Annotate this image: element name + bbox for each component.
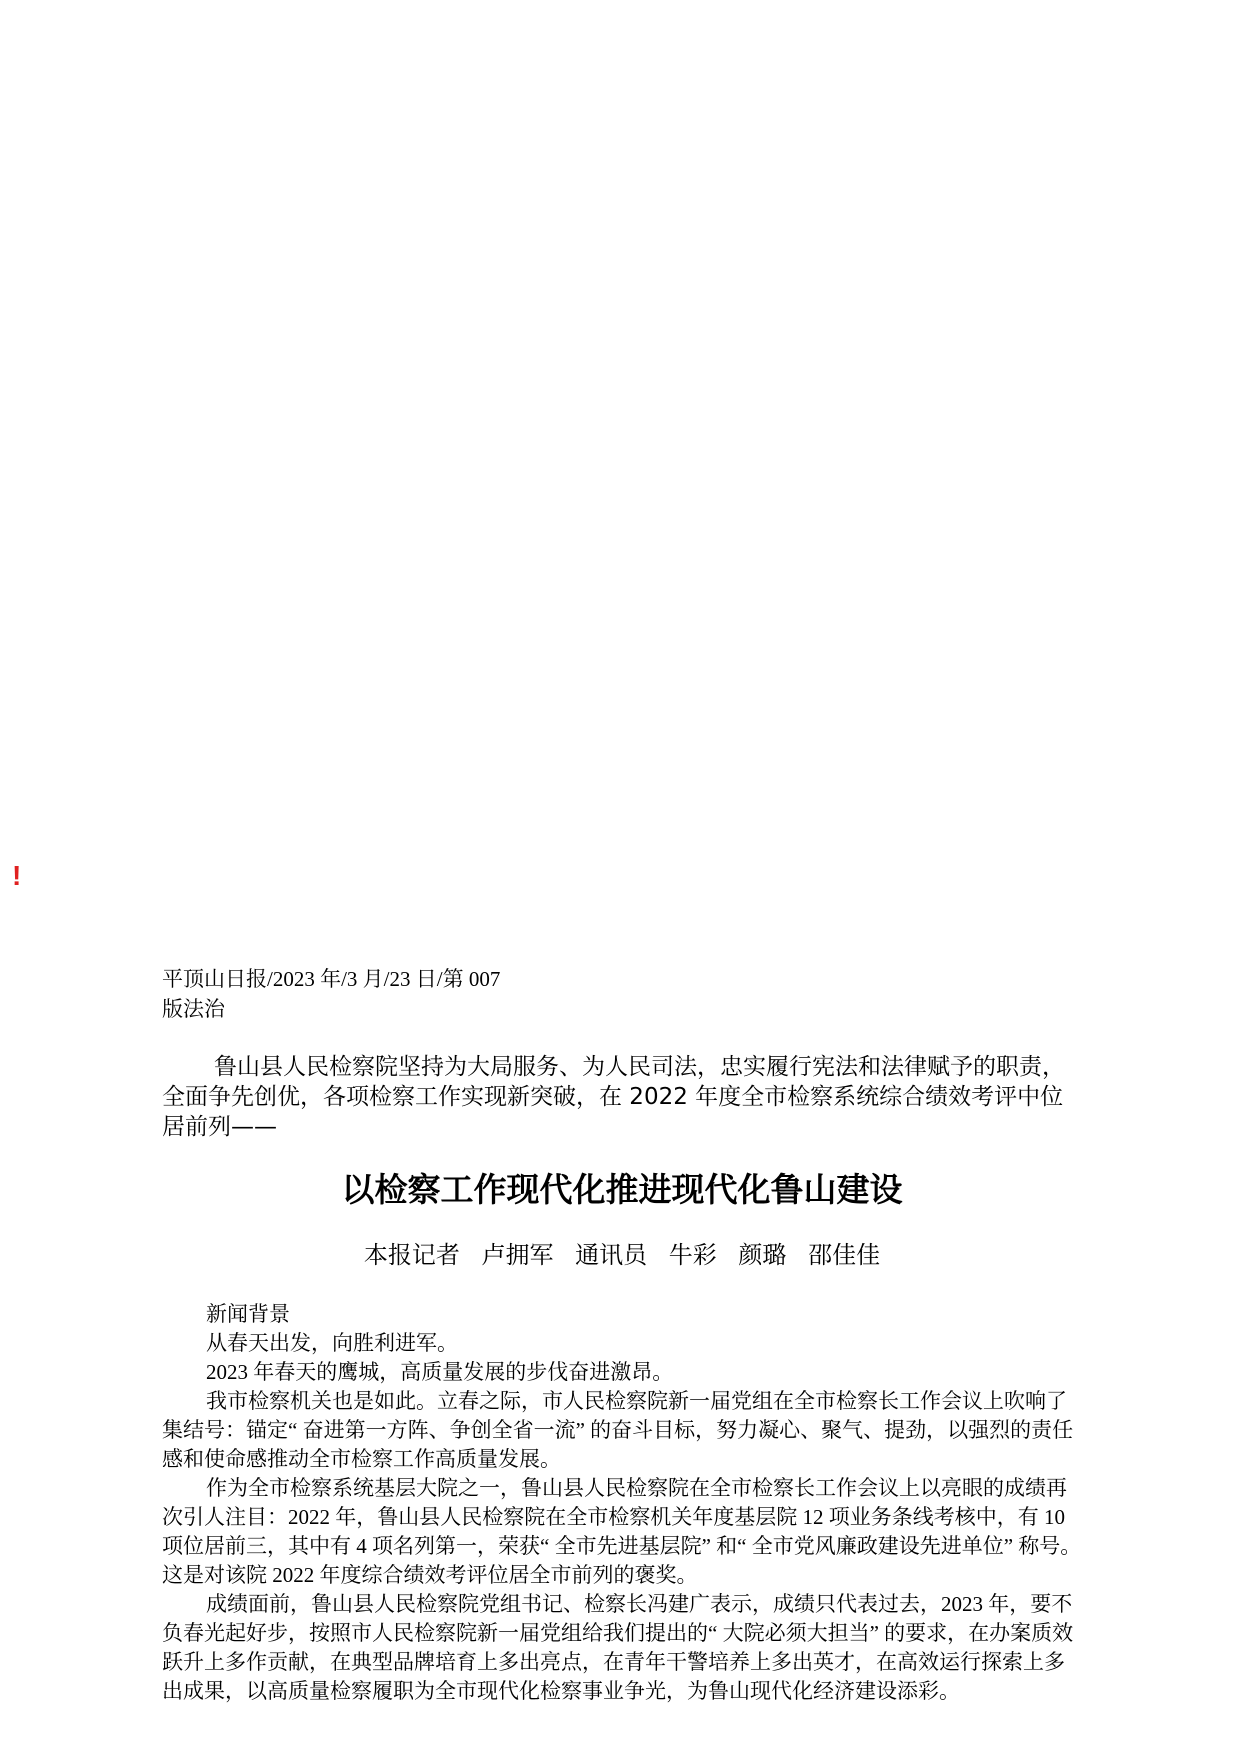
lead-paragraph: 鲁山县人民检察院坚持为大局服务、为人民司法，忠实履行宪法和法律赋予的职责，全面争先创优，各项检察工作实现新突破，在 2022 年度全市检察系统综合绩效考评中位居前列—— xyxy=(162,1054,1065,1140)
article-headline: 以检察工作现代化推进现代化鲁山建设 xyxy=(341,1170,903,1209)
body-paragraph: 从春天出发，向胜利进军。 xyxy=(206,1331,458,1355)
body-paragraph: 2023 年春天的鹰城，高质量发展的步伐奋进激昂。 xyxy=(206,1360,674,1384)
source-citation xyxy=(162,964,582,1024)
byline: 本报记者 卢拥军 通讯员 牛彩 颜璐 邵佳佳 xyxy=(363,1241,881,1269)
body-paragraph: 作为全市检察系统基层大院之一，鲁山县人民检察院在全市检察长工作会议上以亮眼的成绩再次引人注目：2022 年，鲁山县人民检察院在全市检察机关年度基层院 12 项业务条线考核中，有 10 项位居前三，其中有 4 项名列第一，荣获“ 全市先进基层院” 和“ 全市党风廉政建设先进单位” 称号。这是对该院 2022 年度综合绩效考评位居全市前列的褒奖。 xyxy=(162,1476,1082,1587)
red-exclamation-mark: ! xyxy=(12,860,22,891)
body-paragraph: 我市检察机关也是如此。立春之际，市人民检察院新一届党组在全市检察长工作会议上吹响了集结号：锚定“ 奋进第一方阵、争创全省一流” 的奋斗目标，努力凝心、聚气、提劲，以强烈的责任感和使命感推动全市检察工作高质量发展。 xyxy=(162,1389,1074,1471)
article-body xyxy=(162,1300,1082,1706)
source-line-1: 平顶山日报/2023 年/3 月/23 日/第 007 xyxy=(162,967,501,991)
source-line-2: 版法治 xyxy=(162,997,225,1021)
body-paragraph: 成绩面前，鲁山县人民检察院党组书记、检察长冯建广表示，成绩只代表过去，2023 年，要不负春光起好步，按照市人民检察院新一届党组给我们提出的“ 大院必须大担当” 的要求，在办案质效跃升上多作贡献，在典型品牌培育上多出亮点，在青年干警培养上多出英才，在高效运行探索上多出成果，以高质量检察履职为全市现代化检察事业争光，为鲁山现代化经济建设添彩。 xyxy=(162,1592,1074,1703)
body-paragraph: 新闻背景 xyxy=(206,1302,290,1326)
